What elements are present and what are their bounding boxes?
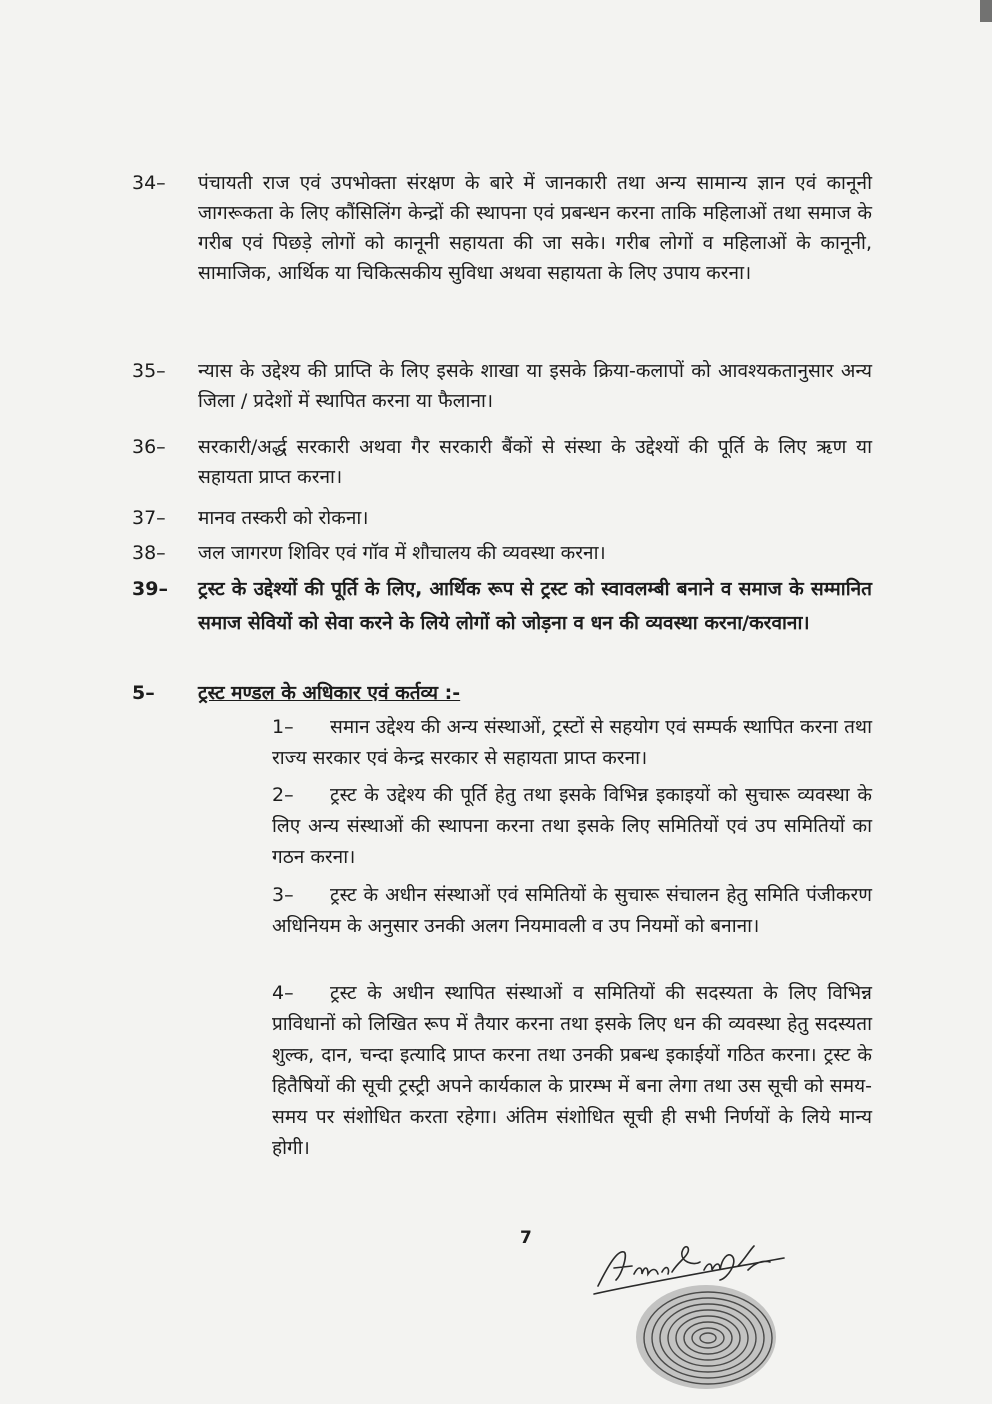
sub-clause-1 <box>272 712 872 774</box>
sub-clause-4 <box>272 978 872 1164</box>
sub-clause-2 <box>272 780 872 873</box>
clause-number: 39– <box>132 578 168 600</box>
clause-number: 36– <box>132 436 166 458</box>
page-number: 7 <box>520 1228 532 1248</box>
clause-text: मानव तस्करी को रोकना। <box>198 507 369 529</box>
sub-clause-text: समान उद्देश्य की अन्य संस्थाओं, ट्रस्टों से सहयोग एवं सम्पर्क स्थापित करना तथा राज्य सरकार एवं केन्द्र सरकार से सहायता प्राप्त करना। <box>272 716 872 769</box>
sub-clause-number: 3– <box>272 884 294 906</box>
sub-clause-number: 4– <box>272 982 294 1004</box>
sub-clause-number: 1– <box>272 716 294 738</box>
clause-number: 38– <box>132 542 166 564</box>
sub-clause-text: ट्रस्ट के अधीन संस्थाओं एवं समितियों के सुचारू संचालन हेतु समिति पंजीकरण अधिनियम के अनुसार उनकी अलग नियमावली व उप नियमों को बनाना। <box>272 884 872 937</box>
sub-clause-text: ट्रस्ट के अधीन स्थापित संस्थाओं व समितियों की सदस्यता के लिए विभिन्न प्राविधानों को लिखित रूप में तैयार करना तथा इसके लिए धन की व्यवस्था हेतु सदस्यता शुल्क, दान, चन्दा इत्यादि प्राप्त करना तथा उनकी प्रबन्ध इकाईयों गठित करना। ट्रस्ट के हितैषियों की सूची ट्रस्ट्री अपने कार्यकाल के प्रारम्भ में बना लेगा तथा उस सूची को समय-समय पर संशोधित करता रहेगा। अंतिम संशोधित सूची ही सभी निर्णयों के लिये मान्य होगी। <box>272 982 872 1159</box>
scan-edge-mark <box>980 0 992 22</box>
sub-clause-text: ट्रस्ट के उद्देश्य की पूर्ति हेतु तथा इसके विभिन्न इकाइयों को सुचारू व्यवस्था के लिए अन्य संस्थाओं की स्थापना करना तथा इसके लिए समितियों एवं उप समितियों का गठन करना। <box>272 784 872 868</box>
sub-clause-number: 2– <box>272 784 294 806</box>
clause-text: पंचायती राज एवं उपभोक्ता संरक्षण के बारे में जानकारी तथा अन्य सामान्य ज्ञान एवं कानूनी जागरूकता के लिए कौंसिलिंग केन्द्रों की स्थापना एवं प्रबन्धन करना ताकि महिलाओं तथा समाज के गरीब एवं पिछड़े लोगों को कानूनी सहायता की जा सके। गरीब लोगों व महिलाओं के कानूनी, सामाजिक, आर्थिक या चिकित्सकीय सुविधा अथवा सहायता के लिए उपाय करना। <box>198 172 872 284</box>
clause-text: न्यास के उद्देश्य की प्राप्ति के लिए इसके शाखा या इसके क्रिया-कलापों को आवश्यकतानुसार अन्य जिला / प्रदेशों में स्थापित करना या फैलाना। <box>198 360 872 412</box>
clause-text: जल जागरण शिविर एवं गॉव में शौचालय की व्यवस्था करना। <box>198 542 606 564</box>
clause-number: 34– <box>132 172 166 194</box>
clause-number: 37– <box>132 507 166 529</box>
clause-text: ट्रस्ट के उद्देश्यों की पूर्ति के लिए, आर्थिक रूप से ट्रस्ट को स्वावलम्बी बनाने व समाज के सम्मानित समाज सेवियों को सेवा करने के लिये लोगों को जोड़ना व धन की व्यवस्था करना/करवाना। <box>198 578 872 634</box>
clause-text: सरकारी/अर्द्ध सरकारी अथवा गैर सरकारी बैंकों से संस्था के उद्देश्यों की पूर्ति के लिए ऋण या सहायता प्राप्त करना। <box>198 436 872 488</box>
section-title: ट्रस्ट मण्डल के अधिकार एवं कर्तव्य :- <box>198 682 461 704</box>
thumbprint <box>632 1280 780 1394</box>
section-number: 5– <box>132 682 155 704</box>
sub-clause-3 <box>272 880 872 942</box>
clause-number: 35– <box>132 360 166 382</box>
